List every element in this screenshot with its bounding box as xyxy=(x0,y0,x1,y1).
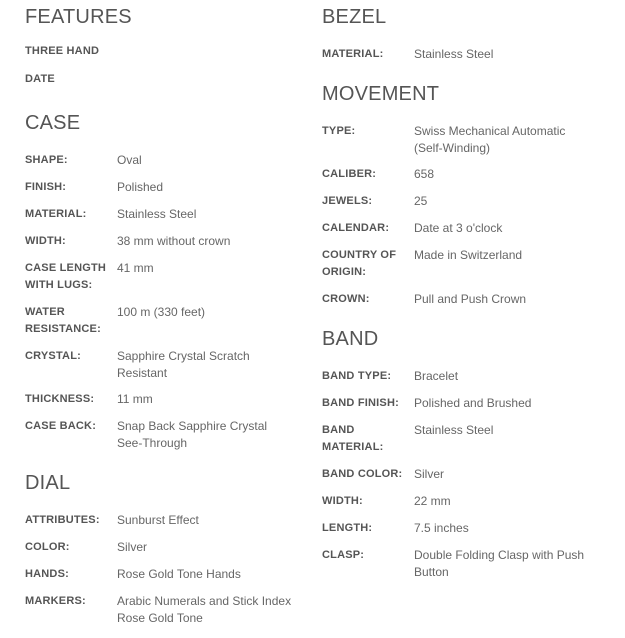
spec-value: Polished and Brushed xyxy=(414,396,532,410)
spec-value: Swiss Mechanical Automatic (Self-Winding) xyxy=(414,124,566,155)
spec-value: 25 xyxy=(414,194,428,208)
spec-value: 658 xyxy=(414,167,435,181)
features-item-label: THREE HAND xyxy=(25,45,100,57)
spec-label: MATERIAL: xyxy=(25,208,87,220)
spec-label: WIDTH: xyxy=(25,235,66,247)
spec-label: BAND MATERIAL: xyxy=(322,424,384,453)
spec-label: CLASP: xyxy=(322,549,365,561)
spec-label: JEWELS: xyxy=(322,195,373,207)
spec-value: Silver xyxy=(117,540,148,554)
spec-value: Stainless Steel xyxy=(414,47,494,61)
spec-label: LENGTH: xyxy=(322,522,373,534)
spec-value: Bracelet xyxy=(414,369,459,383)
spec-value: Snap Back Sapphire Crystal See-Through xyxy=(117,419,268,450)
spec-value: Sapphire Crystal Scratch Resistant xyxy=(117,349,250,380)
spec-value: Polished xyxy=(117,180,164,194)
spec-label: MARKERS: xyxy=(25,595,86,607)
spec-label: CASE BACK: xyxy=(25,420,97,432)
spec-value: 41 mm xyxy=(117,261,154,275)
spec-value: 7.5 inches xyxy=(414,521,469,535)
spec-value: Made in Switzerland xyxy=(414,248,523,262)
spec-label: HANDS: xyxy=(25,568,69,580)
spec-label: COLOR: xyxy=(25,541,70,553)
spec-value: Oval xyxy=(117,153,142,167)
spec-value: Date at 3 o'clock xyxy=(414,221,503,235)
spec-label: ATTRIBUTES: xyxy=(25,514,100,526)
spec-label: CALENDAR: xyxy=(322,222,390,234)
spec-label: FINISH: xyxy=(25,181,67,193)
spec-label: THICKNESS: xyxy=(25,393,95,405)
spec-value: Sunburst Effect xyxy=(117,513,199,527)
dial-heading: DIAL xyxy=(25,472,71,494)
movement-heading: MOVEMENT xyxy=(322,83,440,105)
spec-label: BAND COLOR: xyxy=(322,468,403,480)
spec-label: CRYSTAL: xyxy=(25,350,81,362)
spec-label: CROWN: xyxy=(322,293,370,305)
spec-value: Silver xyxy=(414,467,445,481)
spec-value: 100 m (330 feet) xyxy=(117,305,206,319)
features-heading: FEATURES xyxy=(25,6,132,28)
spec-value: 22 mm xyxy=(414,494,451,508)
bezel-heading: BEZEL xyxy=(322,6,387,28)
spec-label: COUNTRY OF ORIGIN: xyxy=(322,249,397,278)
spec-value: 38 mm without crown xyxy=(117,234,231,248)
spec-label: WIDTH: xyxy=(322,495,363,507)
spec-value: Pull and Push Crown xyxy=(414,292,527,306)
spec-label: CALIBER: xyxy=(322,168,377,180)
spec-label: BAND FINISH: xyxy=(322,397,399,409)
spec-value: Rose Gold Tone Hands xyxy=(117,567,241,581)
case-heading: CASE xyxy=(25,112,81,134)
spec-value: 11 mm xyxy=(117,392,153,406)
spec-label: SHAPE: xyxy=(25,154,68,166)
spec-label: CASE LENGTH WITH LUGS: xyxy=(25,262,107,291)
spec-label: TYPE: xyxy=(322,125,356,137)
spec-value: Arabic Numerals and Stick Index Rose Gold Tone xyxy=(117,594,292,625)
spec-label: MATERIAL: xyxy=(322,48,384,60)
spec-label: WATER RESISTANCE: xyxy=(25,306,101,335)
spec-label: BAND TYPE: xyxy=(322,370,392,382)
spec-value: Stainless Steel xyxy=(414,423,494,437)
spec-value: Stainless Steel xyxy=(117,207,197,221)
band-heading: BAND xyxy=(322,328,379,350)
spec-value: Double Folding Clasp with Push Button xyxy=(414,548,585,579)
features-item-label: DATE xyxy=(25,73,55,85)
